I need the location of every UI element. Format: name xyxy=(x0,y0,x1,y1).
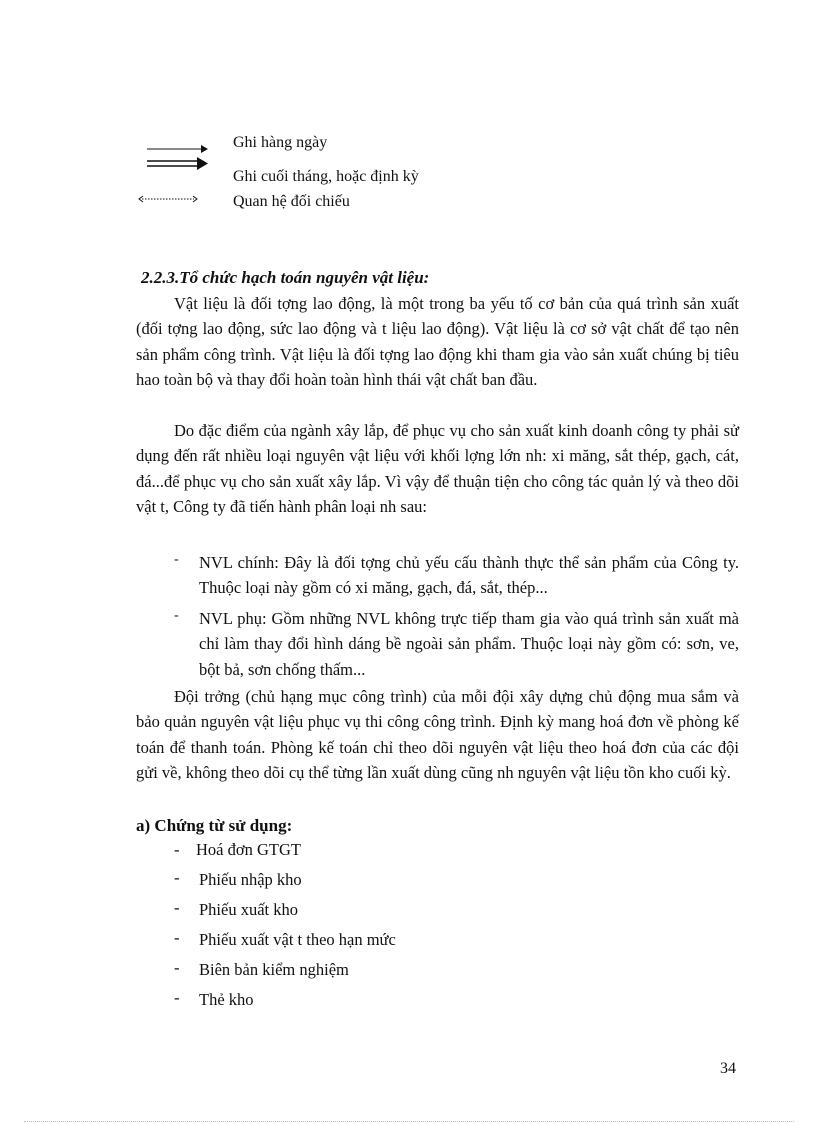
document-item: Phiếu nhập kho xyxy=(199,870,302,889)
legend-label-reconciliation: Quan hệ đối chiếu xyxy=(233,193,350,210)
bullet-mark: - xyxy=(174,958,180,977)
bullet-mark: - xyxy=(174,928,180,947)
document-item: Phiếu xuất kho xyxy=(199,900,298,919)
section-heading: 2.2.3.Tổ chức hạch toán nguyên vật liệu: xyxy=(141,268,430,287)
single-arrow-icon xyxy=(147,143,209,155)
dash-mark: - xyxy=(174,840,180,859)
dotted-double-arrow-icon xyxy=(138,194,200,204)
bullet-mark: - xyxy=(174,868,180,887)
paragraph-3: Đội trởng (chủ hạng mục công trình) của mỗi đội xây dựng chủ động mua sắm và bảo quản nguyên vật liệu phục vụ thi công công trình. Định kỳ mang hoá đơn về phòng kế toán để thanh toán. Phòng kế toán chỉ theo dõi nguyên vật liệu theo hoá đơn của các đội gửi về, không theo dõi cụ thể từng lần xuất dùng cũng nh nguyên vật liệu tồn kho cuối kỳ. xyxy=(136,687,739,782)
bullet-mark: - xyxy=(174,988,180,1007)
double-arrow-icon xyxy=(147,156,209,172)
bullet-mark: - xyxy=(174,608,179,623)
paragraph-1: Vật liệu là đối tợng lao động, là một trong ba yếu tố cơ bản của quá trình sản xuất (đối tợng lao động, sức lao động và t liệu lao động). Vật liệu là cơ sở vật chất để tạo nên sản phẩm công trình. Vật liệu là đối tợng lao động khi tham gia vào sản xuất chúng bị tiêu hao toàn bộ và thay đổi hoàn toàn hình thái vật chất ban đầu. xyxy=(136,294,739,389)
documents-heading: a) Chứng từ sử dụng: xyxy=(136,816,293,835)
paragraph-2: Do đặc điểm của ngành xây lắp, để phục vụ cho sản xuất kinh doanh công ty phải sử dụng đến rất nhiều loại nguyên vật liệu với khối lợng lớn nh: xi măng, sắt thép, gạch, cát, đá...để phục vụ cho sản xuất xây lắp. Vì vậy để thuận tiện cho công tác quản lý và theo dõi vật t, Công ty đã tiến hành phân loại nh sau: xyxy=(136,421,739,516)
bullet-mark: - xyxy=(174,898,180,917)
document-item: Phiếu xuất vật t theo hạn mức xyxy=(199,930,396,949)
document-item: Biên bản kiểm nghiệm xyxy=(199,960,349,979)
bullet-item-main-materials: NVL chính: Đây là đối tợng chủ yếu cấu thành thực thể sản phẩm của Công ty. Thuộc loại này gồm có xi măng, gạch, đá, sắt, thép... xyxy=(199,553,739,598)
document-item: Thẻ kho xyxy=(199,990,254,1009)
document-item-vat-invoice: Hoá đơn GTGT xyxy=(196,840,301,859)
legend-label-periodic: Ghi cuối tháng, hoặc định kỳ xyxy=(233,168,419,185)
footer-divider xyxy=(24,1121,794,1122)
bullet-mark: - xyxy=(174,552,179,567)
bullet-item-auxiliary-materials: NVL phụ: Gồm những NVL không trực tiếp tham gia vào quá trình sản xuất mà chỉ làm thay đổi hình dáng bề ngoài sản phẩm. Thuộc loại này gồm có: sơn, ve, bột bả, sơn chống thấm... xyxy=(199,609,739,679)
legend-label-daily: Ghi hàng ngày xyxy=(233,134,328,151)
page-number: 34 xyxy=(720,1060,736,1077)
